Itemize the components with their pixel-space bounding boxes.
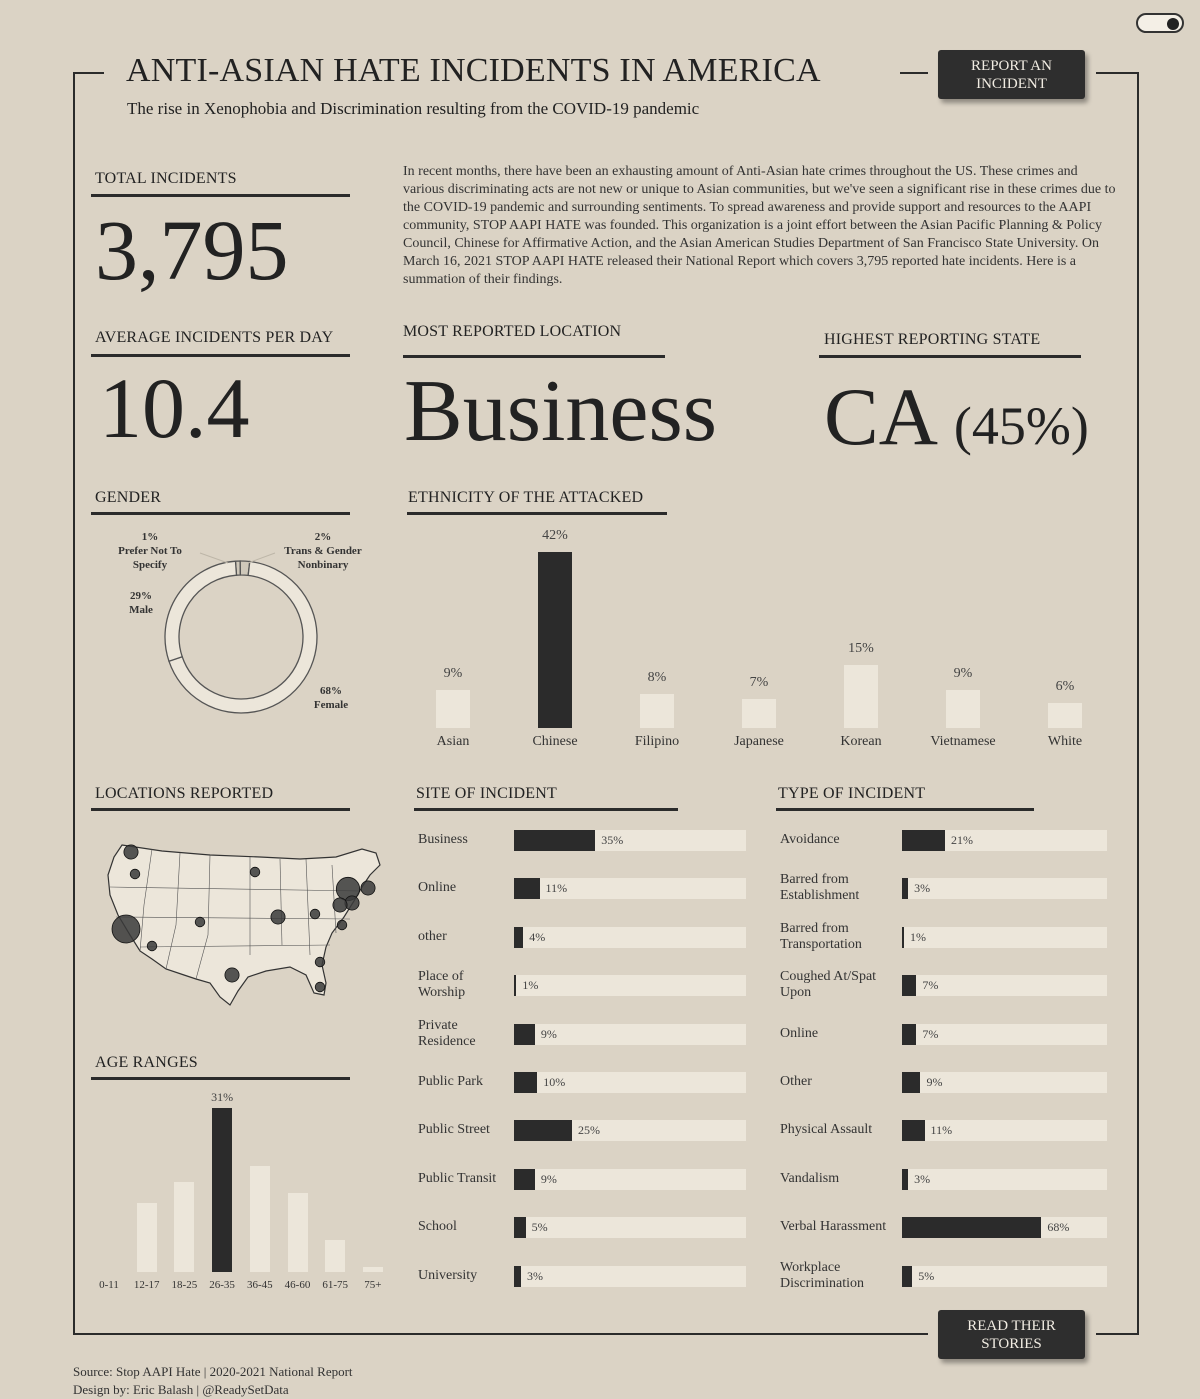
ethnicity-category-label: Chinese [532, 734, 578, 749]
divider [414, 808, 678, 811]
divider [91, 194, 350, 197]
bar-category-line: other [418, 928, 447, 944]
bar-value-label: 9% [926, 1075, 943, 1089]
bar-value-label: 35% [601, 833, 624, 847]
ethnicity-bar [742, 699, 776, 728]
bar-category-line: Public Street [418, 1122, 490, 1138]
bar-category-line: Worship [418, 985, 466, 1001]
gender-section-label: GENDER [95, 489, 162, 506]
bar-category-line: Establishment [780, 888, 860, 904]
gender-name: Female [313, 699, 349, 711]
bar-value-label: 21% [951, 833, 974, 847]
bar-track [902, 878, 1107, 899]
gender-name: Specify [132, 559, 168, 571]
gender-pct: 1% [141, 531, 159, 543]
bar-category-label [780, 969, 910, 1001]
intro-text: In recent months, there have been an exhausting amount of Anti-Asian hate crimes throughout the US. These crimes and various discriminating acts are not new or unique to Asian communities, but we've seen a significant rise in these crimes due to the COVID-19 pandemic and surrounding sentiments. To spread awareness and provide support and resources to the AAPI community, STOP AAPI HATE was founded. This organization is a joint effort between the Asian Pacific Planning & Policy Council, Chinese for Affirmative Action, and the Asian American Studies Department of San Francisco State University. On March 16, 2021 STOP AAPI HATE released their National Report which covers 3,795 reported hate incidents. Here is a summation of their findings. [403, 164, 1116, 287]
ethnicity-category-label: Korean [840, 734, 882, 749]
divider [407, 512, 667, 515]
report-button-line-1: REPORT AN [971, 57, 1052, 74]
ethnicity-bar-chart [400, 530, 1120, 756]
age-bar [212, 1108, 232, 1272]
location-dot [250, 867, 260, 877]
age-bar-chart [92, 1086, 392, 1296]
bar-value-label: 3% [526, 1268, 543, 1283]
read-stories-button[interactable] [938, 1310, 1085, 1359]
bar-value-label: 1% [522, 978, 539, 993]
ethnicity-value-label: 9% [443, 666, 463, 682]
bar-category-line: Barred from [780, 872, 849, 888]
ethnicity-category-label: White [1047, 734, 1083, 749]
bar-fill [514, 1266, 521, 1287]
ethnicity-category-label: Japanese [734, 734, 784, 749]
bar-category-label [780, 921, 910, 953]
bar-fill [514, 1217, 526, 1238]
gender-name: Male [129, 604, 153, 616]
location-dot [315, 982, 325, 992]
bar-category-line: Avoidance [780, 832, 840, 847]
stories-button-line-1: READ THEIR [967, 1317, 1056, 1334]
site-bar-chart [418, 818, 748, 1298]
toggle-knob [1167, 18, 1179, 30]
bar-category-line: Barred from [780, 920, 849, 936]
bar-fill [902, 927, 904, 948]
age-bar [363, 1267, 383, 1272]
bar-category-line: Online [780, 1025, 819, 1041]
bar-category-line: Business [418, 832, 468, 847]
divider [91, 512, 350, 515]
age-category-label: 18-25 [171, 1279, 198, 1291]
bar-value-label: 9% [540, 1171, 557, 1186]
ethnicity-value-label: 7% [749, 674, 769, 690]
location-dot [333, 898, 347, 912]
bar-fill [514, 975, 516, 996]
bar-category-line: Physical Assault [780, 1122, 873, 1138]
ethnicity-value-label: 9% [953, 666, 973, 682]
bar-fill [902, 1072, 920, 1093]
total-incidents-value: 3,795 [95, 202, 289, 298]
bar-value-label: 5% [918, 1268, 935, 1283]
divider [91, 808, 350, 811]
bar-category-label [780, 1260, 910, 1292]
highest-reporting-state-value [824, 371, 1089, 462]
ethnicity-bar [946, 690, 980, 728]
ethnicity-category-label: Vietnamese [930, 734, 996, 749]
bar-category-line: Public Park [418, 1074, 483, 1089]
donut-slice [165, 561, 236, 661]
design-credit: Design by: Eric Balash | @ReadySetData [73, 1382, 289, 1397]
page-title: ANTI-ASIAN HATE INCIDENTS IN AMERICA [126, 52, 821, 89]
bar-fill [902, 1217, 1041, 1238]
gender-pct: 68% [320, 685, 342, 697]
bar-category-line: Coughed At/Spat [780, 969, 877, 985]
age-category-label: 75+ [364, 1279, 382, 1291]
age-bar [288, 1193, 308, 1272]
ethnicity-value-label: 8% [647, 670, 667, 686]
bar-category-line: Place of [418, 969, 464, 985]
divider [91, 1077, 350, 1080]
bar-category-line: Online [418, 880, 457, 896]
location-dot [337, 920, 347, 930]
age-bar [325, 1240, 345, 1272]
ethnicity-bar [640, 694, 674, 728]
bar-fill [902, 975, 916, 996]
average-incidents-value: 10.4 [99, 360, 250, 456]
highest-reporting-state-label: HIGHEST REPORTING STATE [824, 331, 1041, 348]
bar-value-label: 11% [545, 881, 568, 896]
gender-label-unspecified [104, 530, 196, 572]
age-bar [137, 1203, 157, 1272]
bar-category-label [780, 1171, 910, 1187]
bar-category-line: Transportation [780, 936, 862, 952]
age-bar [174, 1182, 194, 1272]
average-incidents-label: AVERAGE INCIDENTS PER DAY [95, 329, 334, 346]
location-dot [130, 869, 140, 879]
bar-category-line: Other [780, 1074, 812, 1089]
gender-pct: 29% [130, 590, 152, 602]
report-incident-button[interactable] [938, 50, 1085, 99]
bar-track [514, 1266, 746, 1287]
type-section-label: TYPE OF INCIDENT [778, 785, 926, 802]
leader-line [248, 553, 275, 563]
bar-category-label [780, 1026, 910, 1042]
bar-category-line: Residence [418, 1033, 476, 1049]
bar-category-line: Vandalism [780, 1170, 840, 1186]
ethnicity-section-label: ETHNICITY OF THE ATTACKED [408, 489, 644, 506]
age-value-label: 31% [211, 1090, 234, 1104]
ethnicity-bar [538, 552, 572, 728]
bar-value-label: 9% [540, 1026, 557, 1041]
bar-category-line: University [418, 1267, 478, 1283]
location-dot [225, 968, 239, 982]
location-dot [124, 845, 138, 859]
bar-value-label: 10% [543, 1075, 566, 1089]
bar-value-label: 1% [910, 929, 927, 944]
gender-label-female [305, 684, 357, 712]
bar-fill [514, 830, 595, 851]
bar-fill [514, 1120, 572, 1141]
age-category-label: 61-75 [322, 1279, 349, 1291]
state-percentage: (45%) [953, 396, 1089, 456]
report-button-line-2: INCIDENT [976, 75, 1047, 92]
bar-category-line: Verbal Harassment [780, 1219, 887, 1235]
bar-category-label [780, 872, 910, 904]
location-dot [271, 910, 285, 924]
location-dot [310, 909, 320, 919]
location-dot [361, 881, 375, 895]
bar-fill [902, 1169, 908, 1190]
age-category-label: 26-35 [209, 1279, 235, 1291]
bar-track [514, 1217, 746, 1238]
bar-fill [514, 1024, 535, 1045]
age-category-label: 46-60 [284, 1279, 311, 1291]
total-incidents-label: TOTAL INCIDENTS [95, 170, 237, 187]
divider [819, 355, 1081, 358]
bar-fill [902, 830, 945, 851]
bar-category-label [780, 1074, 910, 1090]
bar-fill [902, 1024, 916, 1045]
age-category-label: 36-45 [246, 1279, 273, 1291]
divider [91, 354, 350, 357]
age-bar [250, 1166, 270, 1272]
bar-category-label [780, 1122, 910, 1138]
source-credit: Source: Stop AAPI Hate | 2020-2021 National Report [73, 1364, 353, 1379]
gender-label-nonbinary [275, 530, 371, 572]
bar-value-label: 7% [922, 978, 939, 993]
bar-track [514, 975, 746, 996]
location-dot [147, 941, 157, 951]
age-category-label: 12-17 [133, 1279, 160, 1291]
us-locations-map [100, 835, 390, 1025]
bar-track [902, 927, 1107, 948]
most-reported-location-label: MOST REPORTED LOCATION [403, 323, 622, 340]
state-code: CA [824, 371, 934, 462]
ethnicity-value-label: 42% [542, 528, 568, 543]
ethnicity-bar [844, 665, 878, 728]
bar-category-label [780, 1219, 910, 1235]
gender-label-male [117, 589, 165, 617]
bar-category-line: Discrimination [780, 1275, 864, 1291]
gender-name: Nonbinary [297, 559, 349, 571]
bar-value-label: 4% [529, 929, 546, 944]
age-section-label: AGE RANGES [95, 1054, 198, 1071]
bar-value-label: 7% [922, 1026, 939, 1041]
gender-pct: 2% [314, 531, 332, 543]
bar-fill [514, 927, 523, 948]
bar-track [514, 927, 746, 948]
bar-fill [514, 1072, 537, 1093]
bar-fill [902, 1266, 912, 1287]
ethnicity-value-label: 6% [1055, 678, 1075, 694]
bar-category-line: Private [418, 1017, 458, 1033]
location-dot [315, 957, 325, 967]
bar-category-line: Workplace [780, 1259, 841, 1275]
bar-value-label: 3% [914, 1171, 931, 1186]
bar-category-line: School [418, 1219, 457, 1235]
locations-section-label: LOCATIONS REPORTED [95, 785, 274, 802]
bar-track [902, 1169, 1107, 1190]
bar-fill [514, 878, 540, 899]
ethnicity-bar [436, 690, 470, 728]
ethnicity-category-label: Filipino [634, 734, 680, 749]
location-dot [195, 917, 205, 927]
divider [403, 355, 665, 358]
bar-fill [902, 878, 908, 899]
theme-toggle[interactable] [1136, 13, 1184, 33]
bar-category-line: Public Transit [418, 1170, 497, 1186]
page-subtitle: The rise in Xenophobia and Discrimination resulting from the COVID-19 pandemic [127, 99, 700, 118]
stories-button-line-2: STORIES [981, 1335, 1042, 1352]
ethnicity-category-label: Asian [436, 734, 470, 749]
leader-line [200, 553, 228, 563]
bar-fill [902, 1120, 925, 1141]
age-category-label: 0-11 [99, 1279, 119, 1291]
bar-category-label [780, 832, 910, 848]
bar-value-label: 3% [914, 881, 931, 896]
gender-name: Trans & Gender [284, 545, 362, 557]
divider [776, 808, 1034, 811]
bar-value-label: 25% [578, 1123, 600, 1138]
bar-fill [514, 1169, 535, 1190]
location-dot [112, 915, 140, 943]
bar-value-label: 5% [531, 1220, 548, 1235]
most-reported-location-value: Business [404, 363, 717, 460]
bar-value-label: 11% [930, 1123, 953, 1138]
gender-name: Prefer Not To [118, 545, 182, 557]
site-section-label: SITE OF INCIDENT [416, 785, 557, 802]
ethnicity-bar [1048, 703, 1082, 728]
type-bar-chart [780, 818, 1110, 1298]
ethnicity-value-label: 15% [848, 641, 874, 657]
bar-category-line: Upon [780, 985, 812, 1001]
bar-value-label: 68% [1047, 1220, 1070, 1235]
